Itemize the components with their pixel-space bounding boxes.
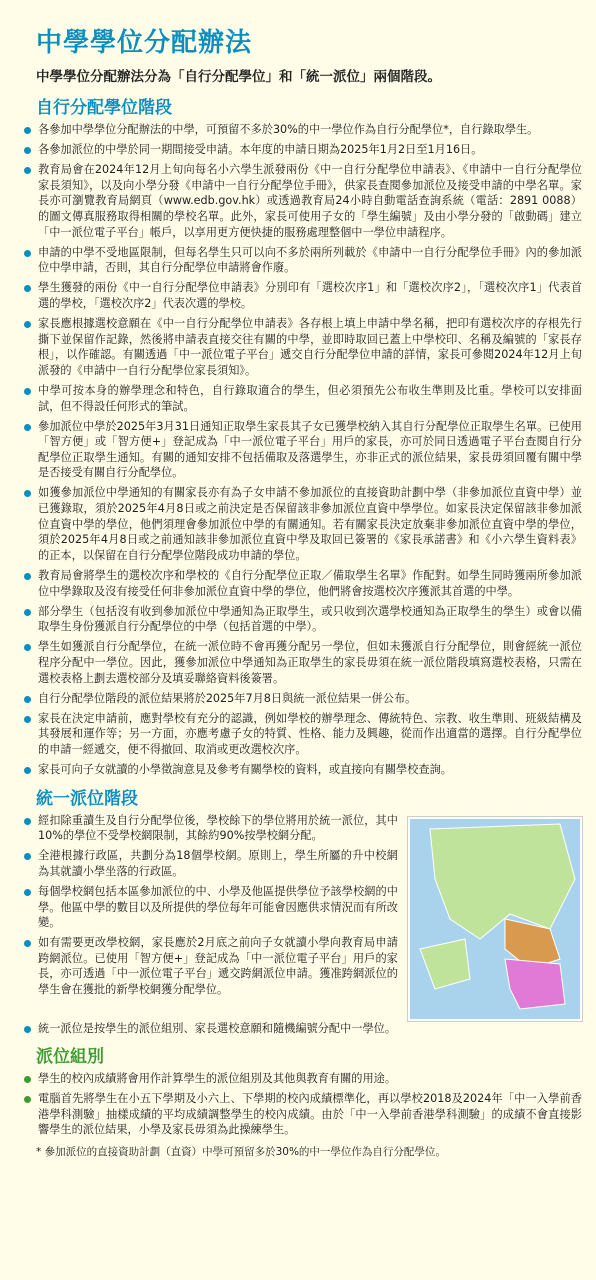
list-item: 家長在決定申請前，應對學校有充分的認識，例如學校的辦學理念、傳統特色、宗教、收生準則、班級結構及其發展和運作等；另一方面，亦應考慮子女的特質、性格、能力及興趣，從而作出適當的選擇。自行分配學位的申請一經遞交，便不得撤回、取消或更改選校次序。: [22, 711, 582, 758]
page-title: 中學學位分配辦法: [36, 28, 253, 58]
self-allocation-list: [22, 122, 582, 778]
list-item: 教育局會將學生的選校次序和學校的《自行分配學位正取／備取學生名單》作配對。如學生同時獲兩所參加派位中學錄取及沒有接受任何非參加派位直資中學的學位，他們將會按選校次序獲派其首選的中學。: [22, 568, 582, 599]
intro-text: 中學學位分配辦法分為「自行分配學位」和「統一派位」兩個階段。: [36, 69, 441, 85]
banding-list: [22, 1071, 582, 1138]
list-item: 全港根據行政區，共劃分為18個學校網。原則上，學生所屬的升中校網為其就讀小學坐落的行政區。: [22, 848, 398, 879]
list-item: 學生如獲派自行分配學位，在統一派位時不會再獲分配另一學位，但如未獲派自行分配學位，則會經統一派位程序分配中一學位。因此，獲參加派位中學通知為正取學生的家長毋須在統一派位階段填寫選校表格，只需在選校表格上劃去選校部分及填妥聯絡資料後簽署。: [22, 639, 582, 686]
list-item: 電腦首先將學生在小五下學期及小六上、下學期的校內成績標準化，再以學校2018及2024年「中一入學前香港學科測驗」抽樣成績的平均成績調整學生的校內成績。由於「中一入學前香港學科測驗」的成績不會直接影響學生的派位結果，小學及家長毋須為此操練學生。: [22, 1091, 582, 1138]
list-item: 學生的校內成績將會用作計算學生的派位組別及其他與教育有關的用途。: [22, 1071, 582, 1087]
central-allocation-list-2: [22, 1021, 582, 1037]
section-title-central-allocation: 統一派位階段: [36, 788, 138, 809]
map-illustration: [410, 819, 580, 1019]
list-item: 如獲參加派位中學通知的有關家長亦有為子女申請不參加派位的直接資助計劃中學（非參加派位直資中學）並已獲錄取，須於2025年4月8日或之前決定是否保留該非參加派位直資中學學位。如家長決定保留該非參加派位直資中學的學位，他們須理會參加派位中學的有關通知。若有關家長決定放棄非參加派位直資中學的學位，須於2025年4月8日或之前通知該非參加派位直資中學及取回已簽署的《家長承諾書》和《小六學生資料表》的正本，以保留在自行分配學位階段成功申請的學位。: [22, 485, 582, 563]
list-item: 統一派位是按學生的派位組別、家長選校意願和隨機編號分配中一學位。: [22, 1021, 582, 1037]
section-title-self-allocation: 自行分配學位階段: [36, 98, 172, 118]
list-item: 家長可向子女就讀的小學徵詢意見及參考有關學校的資料，或直接向有關學校查詢。: [22, 762, 582, 778]
section-title-banding: 派位組別: [36, 1047, 104, 1068]
central-allocation-list: [22, 813, 398, 998]
school-net-map: [408, 817, 582, 1021]
list-item: 每個學校網包括本區參加派位的中、小學及他區提供學位予該學校網的中學。他區中學的數目以及所提供的學位每年可能會因應供求情況而有所改變。: [22, 884, 398, 931]
footnote: * 參加派位的直接資助計劃（直資）中學可預留多於30%的中一學位作為自行分配學位。: [36, 1146, 446, 1159]
list-item: 自行分配學位階段的派位結果將於2025年7月8日與統一派位結果一併公布。: [22, 691, 582, 707]
list-item: 中學可按本身的辦學理念和特色，自行錄取適合的學生，但必須預先公布收生準則及比重。學校可以安排面試，但不得設任何形式的筆試。: [22, 383, 582, 414]
list-item: 申請的中學不受地區限制，但每名學生只可以向不多於兩所列載於《申請中一自行分配學位手冊》內的參加派位中學申請，否則，其自行分配學位申請將會作廢。: [22, 245, 582, 276]
list-item: 家長應根據選校意願在《中一自行分配學位申請表》各存根上填上申請中學名稱，把印有選校次序的存根先行撕下並保留作記錄，然後將申請表直接交往有關的中學，並即時取回已蓋上中學校印、名稱及編號的「家長存根」，以作確認。有關透過「中一派位電子平台」遞交自行分配學位申請的詳情，家長可參閱2024年12月上旬派發的《申請中一自行分配學位家長須知》。: [22, 316, 582, 378]
list-item: 學生獲發的兩份《中一自行分配學位申請表》分別印有「選校次序1」和「選校次序2」，「選校次序1」代表首選的學校，「選校次序2」代表次選的學校。: [22, 280, 582, 311]
list-item: 部分學生（包括沒有收到參加派位中學通知為正取學生，或只收到次選學校通知為正取學生的學生）或會以備取學生身份獲派自行分配學位的中學（包括首選的中學）。: [22, 604, 582, 635]
list-item: 參加派位中學於2025年3月31日通知正取學生家長其子女已獲學校納入其自行分配學位正取學生名單。已使用「智方便」或「智方便+」登記成為「中一派位電子平台」用戶的家長，亦可於同日透過電子平台查閱自行分配學位正取學生通知。有關的通知安排不包括備取及落選學生，亦非正式的派位結果，家長毋須回覆有關中學是否接受有關自行分配學位。: [22, 419, 582, 481]
list-item: 各參加中學學位分配辦法的中學，可預留不多於30%的中一學位作為自行分配學位*，自行錄取學生。: [22, 122, 582, 138]
list-item: 教育局會在2024年12月上旬向每名小六學生派發兩份《中一自行分配學位申請表》、《申請中一自行分配學位家長須知》，以及向小學分發《申請中一自行分配學位手冊》，供家長查閱參加派位及接受申請的中學名單。家長亦可瀏覽教育局網頁（www.edb.gov.hk）或透過教育局24小時自動電話查詢系統（電話：2891 0088）的圖文傳真服務取得相關的學校名單。此外，家長可使用子女的「學生編號」及由小學分發的「啟動碼」建立「中一派位電子平台」帳戶，以享用更方便快捷的服務處理整個中一學位申請程序。: [22, 162, 582, 240]
list-item: 經扣除重讀生及自行分配學位後，學校餘下的學位將用於統一派位，其中10%的學位不受學校網限制，其餘約90%按學校網分配。: [22, 813, 398, 844]
list-item: 如有需要更改學校網，家長應於2月底之前向子女就讀小學向教育局申請跨網派位。已使用「智方便+」登記成為「中一派位電子平台」用戶的家長，亦可透過「中一派位電子平台」遞交跨網派位申請。獲准跨網派位的學生會在獲批的新學校網獲分配學位。: [22, 935, 398, 997]
list-item: 各參加派位的中學於同一期間接受申請。本年度的申請日期為2025年1月2日至1月16日。: [22, 142, 582, 158]
